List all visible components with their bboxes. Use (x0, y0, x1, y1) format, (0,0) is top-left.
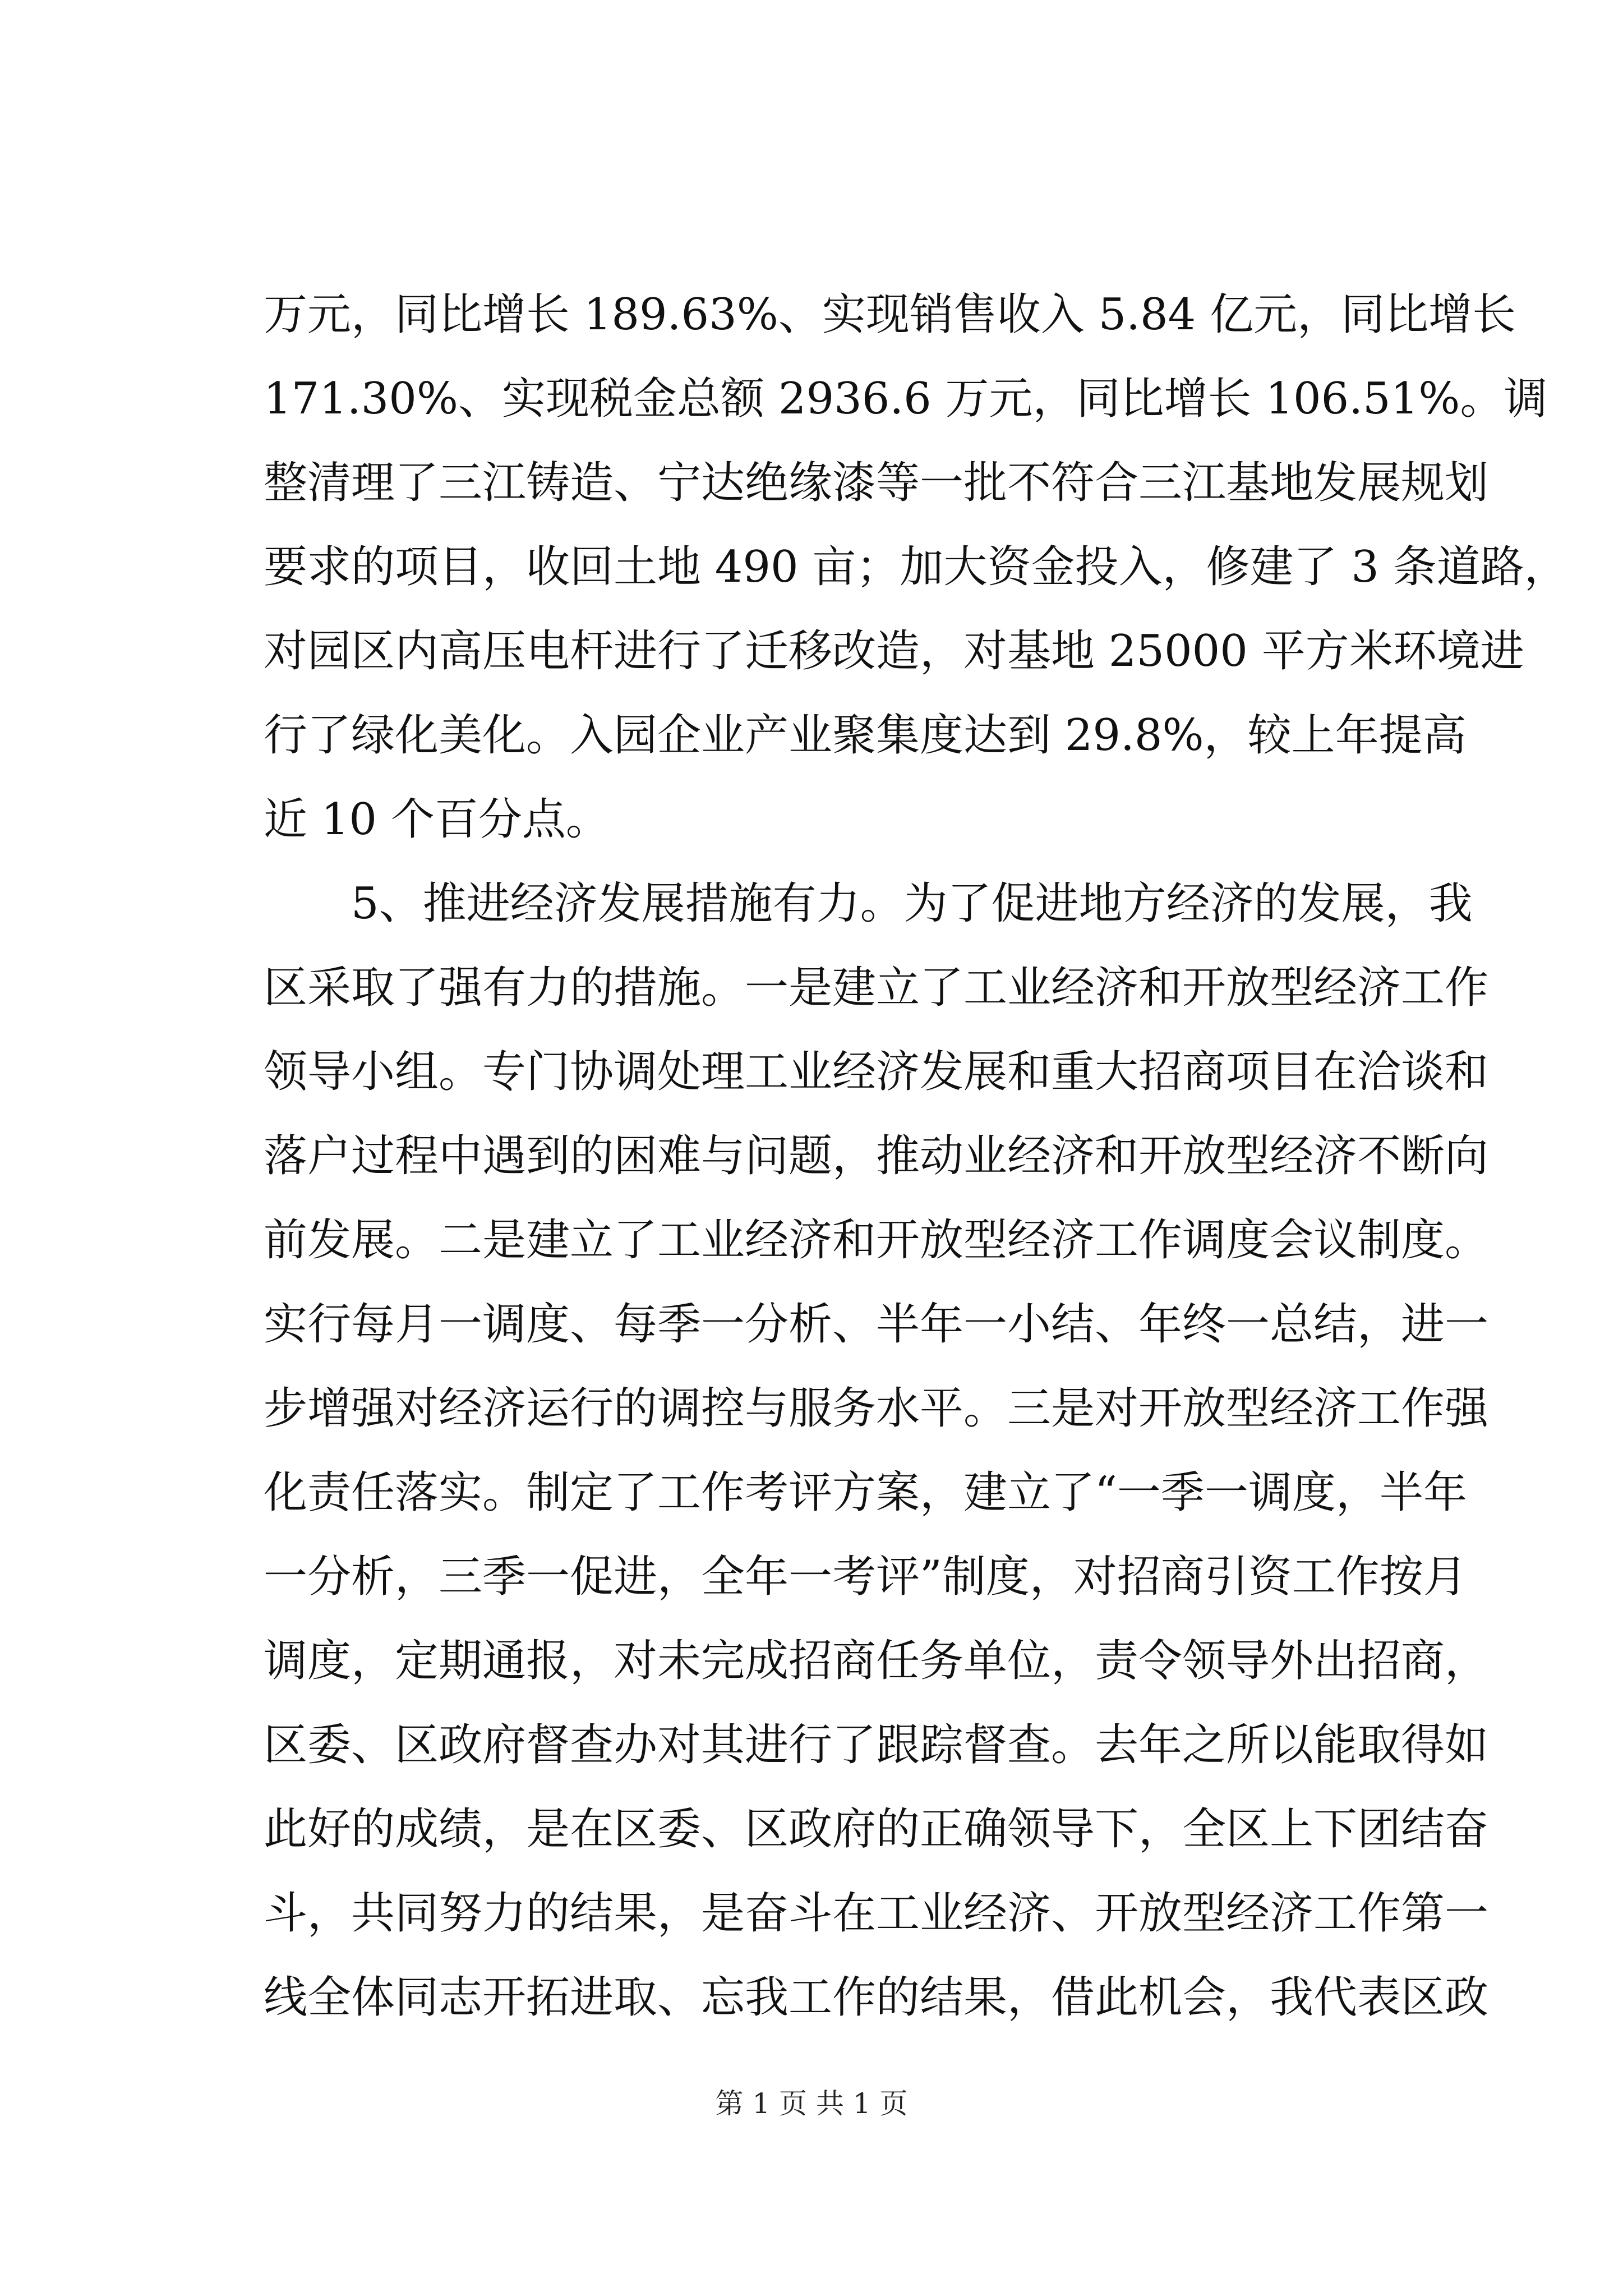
text-line: 线全体同志开拓进取、忘我工作的结果，借此机会，我代表区政 (264, 1972, 1489, 2023)
text-line: 领导小组。专门协调处理工业经济发展和重大招商项目在洽谈和 (264, 1047, 1489, 1097)
page-number: 第 1 页 共 1 页 (715, 2087, 908, 2120)
paragraph-2 (264, 862, 1489, 2040)
text-line: 此好的成绩，是在区委、区政府的正确领导下，全区上下团结奋 (264, 1804, 1489, 1855)
text-line: 落户过程中遇到的困难与问题，推动业经济和开放型经济不断向 (264, 1131, 1489, 1181)
text-line: 万元，同比增长 189.63%、实现销售收入 5.84 亿元，同比增长 (264, 289, 1516, 340)
paragraph-1 (264, 273, 1568, 862)
page-footer (0, 2081, 1623, 2122)
text-line: 5、推进经济发展措施有力。为了促进地方经济的发展，我 (264, 878, 1473, 929)
text-line: 区委、区政府督查办对其进行了跟踪督查。去年之所以能取得如 (264, 1720, 1489, 1770)
text-line: 步增强对经济运行的调控与服务水平。三是对开放型经济工作强 (264, 1383, 1489, 1434)
text-line: 要求的项目，收回土地 490 亩；加大资金投入，修建了 3 条道路， (264, 542, 1568, 592)
text-line: 对园区内高压电杆进行了迁移改造，对基地 25000 平方米环境进 (264, 626, 1524, 677)
text-line: 化责任落实。制定了工作考评方案，建立了“一季一调度，半年 (264, 1467, 1467, 1518)
text-line: 行了绿化美化。入园企业产业聚集度达到 29.8%，较上年提高 (264, 710, 1467, 761)
text-line: 近 10 个百分点。 (264, 794, 610, 845)
text-line: 区采取了强有力的措施。一是建立了工业经济和开放型经济工作 (264, 963, 1489, 1013)
body-text (264, 273, 1568, 2040)
text-line: 一分析，三季一促进，全年一考评”制度，对招商引资工作按月 (264, 1552, 1467, 1602)
text-line: 前发展。二是建立了工业经济和开放型经济工作调度会议制度。 (264, 1215, 1489, 1266)
text-line: 整清理了三江铸造、宁达绝缘漆等一批不符合三江基地发展规划 (264, 458, 1489, 508)
text-line: 171.30%、实现税金总额 2936.6 万元，同比增长 106.51%。调 (264, 374, 1548, 424)
text-line: 实行每月一调度、每季一分析、半年一小结、年终一总结，进一 (264, 1299, 1489, 1350)
text-line: 斗，共同努力的结果，是奋斗在工业经济、开放型经济工作第一 (264, 1888, 1489, 1939)
text-line: 调度，定期通报，对未完成招商任务单位，责令领导外出招商， (264, 1636, 1489, 1686)
